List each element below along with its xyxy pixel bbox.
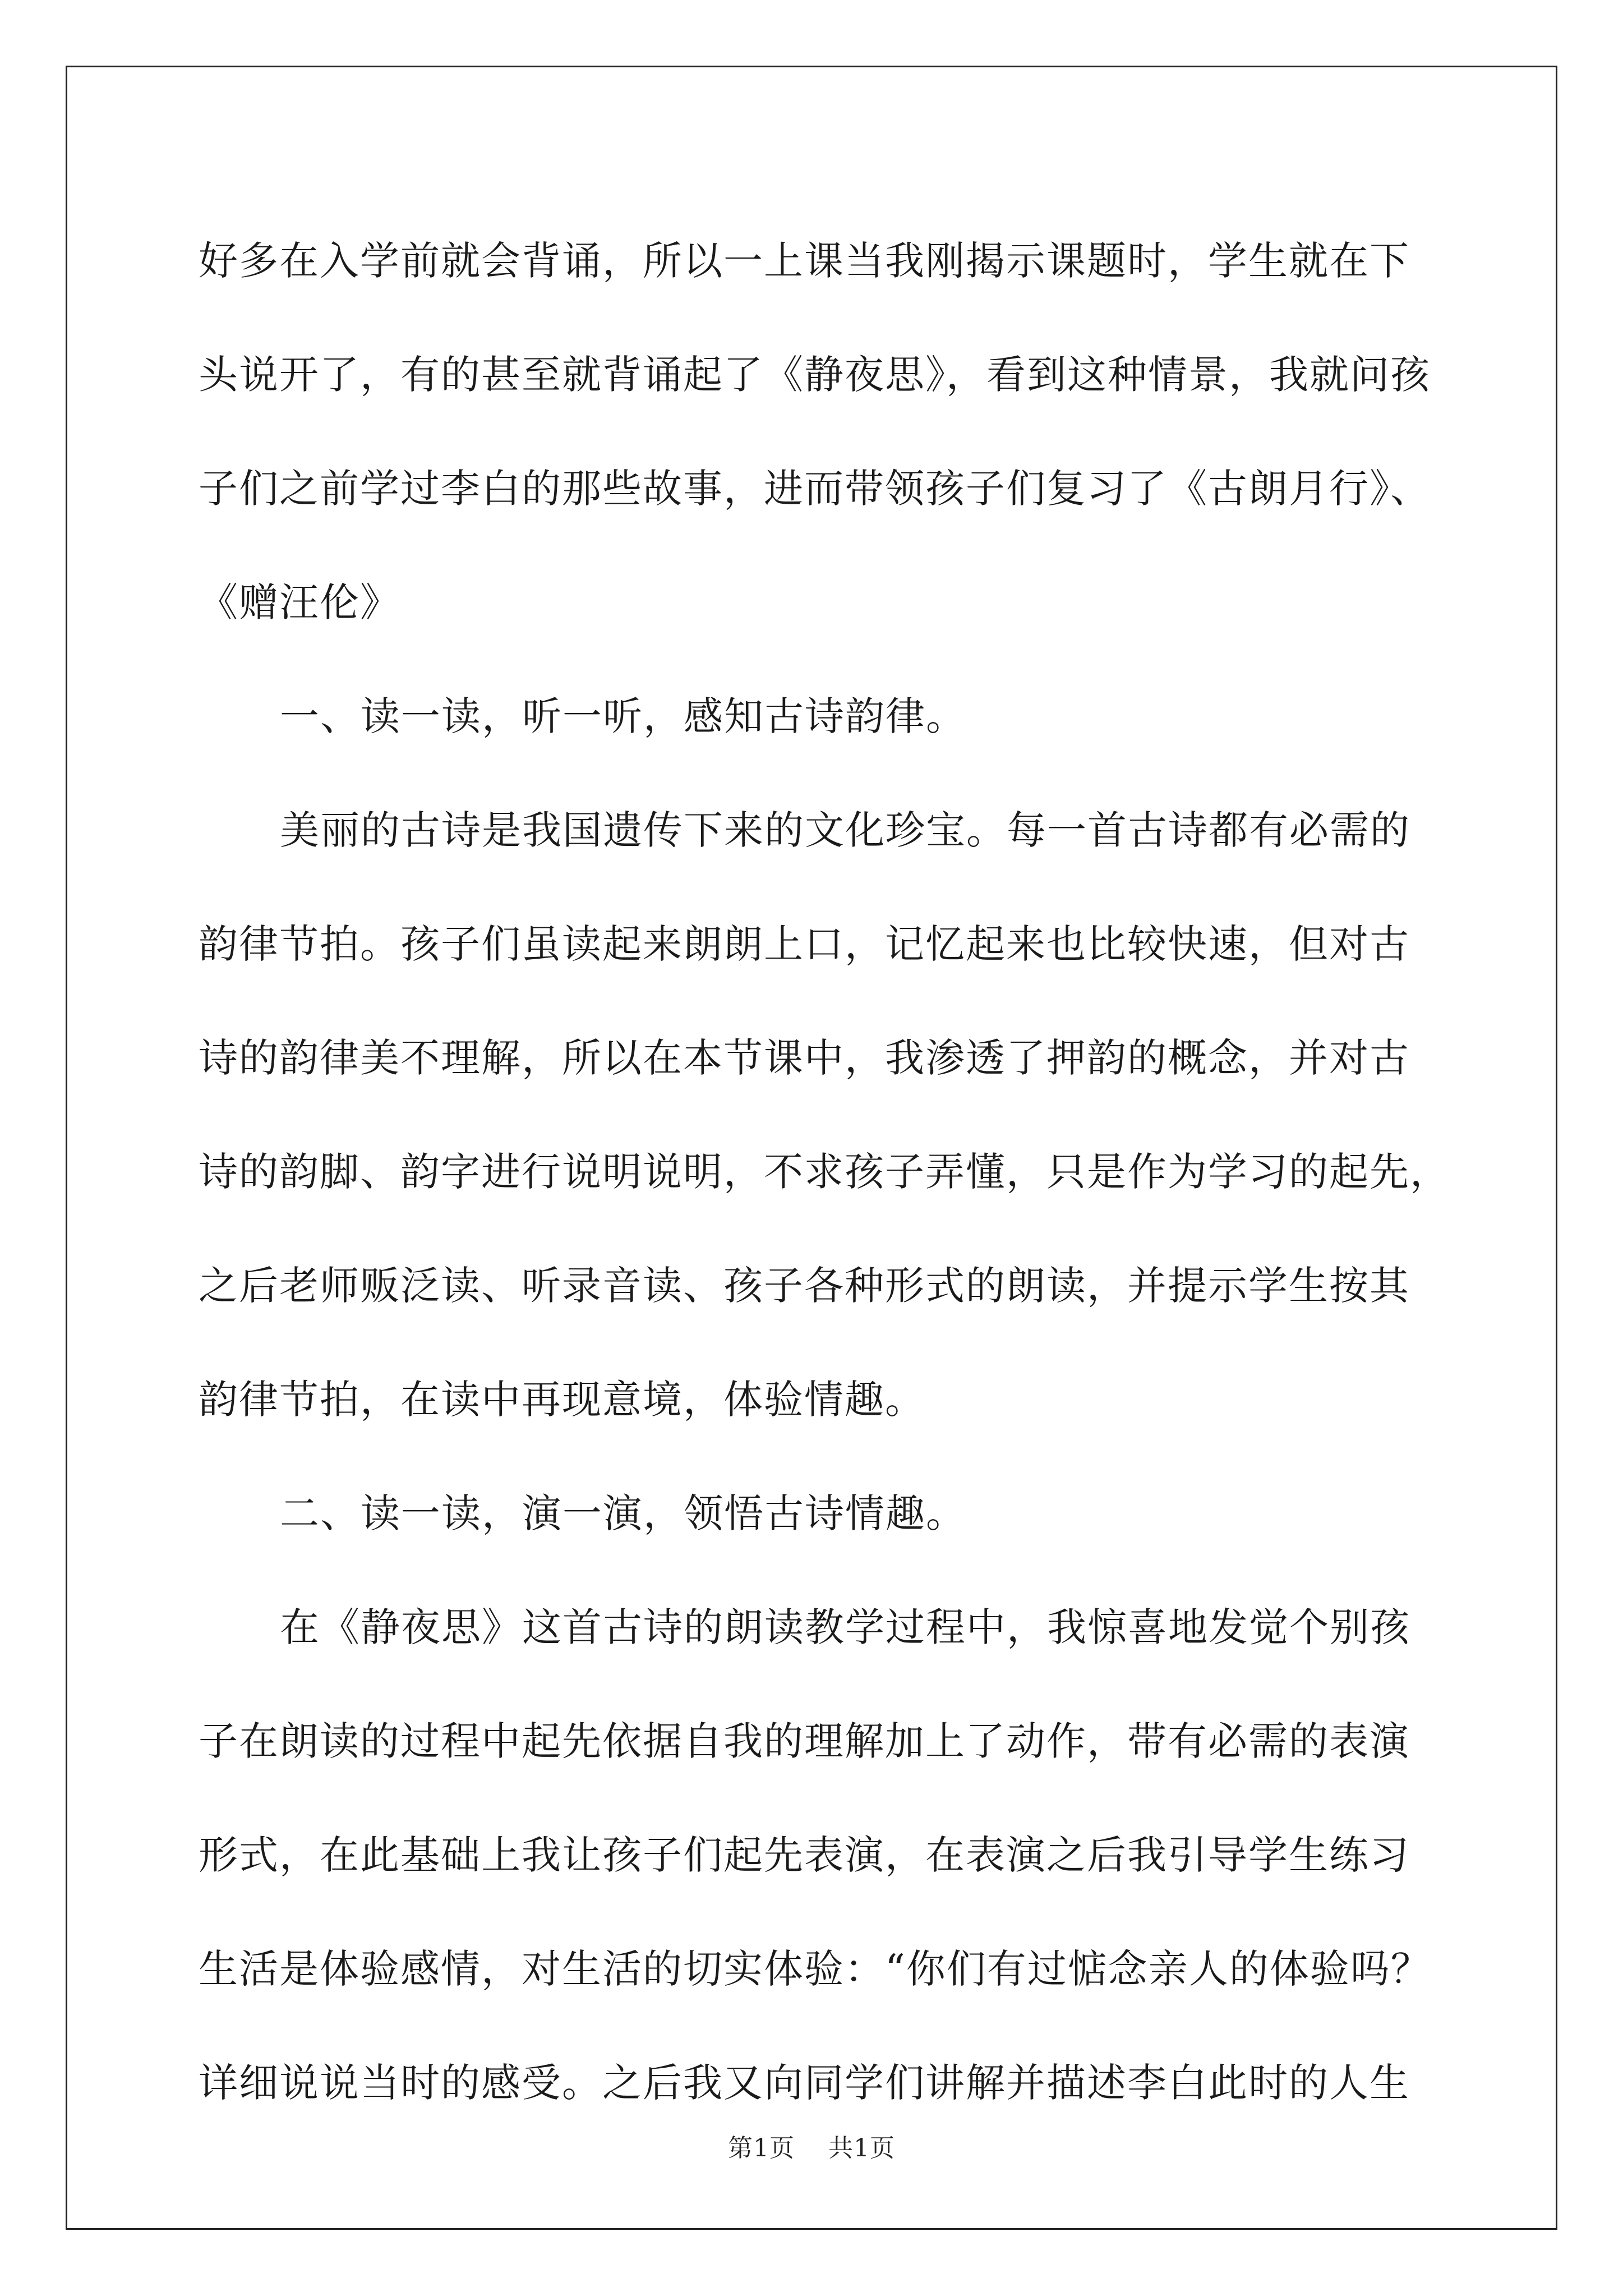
- document-body: [199, 204, 1450, 2140]
- page-number: 第1页: [728, 2134, 795, 2162]
- page-total: 共1页: [828, 2134, 895, 2162]
- text-line: 二、读一读，演一演，领悟古诗情趣。: [280, 1490, 966, 1536]
- text-line: 一、读一读，听一听，感知古诗韵律。: [280, 693, 966, 739]
- text-line: 在《静夜思》这首古诗的朗读教学过程中，我惊喜地发觉个别孩: [280, 1604, 1410, 1650]
- text-line: 生活是体验感情，对生活的切实体验：“你们有过惦念亲人的体验吗？: [199, 1946, 1431, 1992]
- text-line: 韵律节拍，在读中再现意境，体验情趣。: [199, 1377, 925, 1423]
- text-line: 形式，在此基础上我让孩子们起先表演，在表演之后我引导学生练习: [199, 1832, 1410, 1878]
- text-line: 详细说说当时的感受。之后我又向同学们讲解并描述李白此时的人生: [199, 2060, 1410, 2106]
- text-line: 子在朗读的过程中起先依据自我的理解加上了动作，带有必需的表演: [199, 1718, 1410, 1764]
- page-footer: [0, 2128, 1623, 2164]
- text-line: 头说开了，有的甚至就背诵起了《静夜思》，看到这种情景，我就问孩: [199, 352, 1431, 398]
- text-line: 诗的韵脚、韵字进行说明说明，不求孩子弄懂，只是作为学习的起先，: [199, 1149, 1450, 1195]
- text-line: 韵律节拍。孩子们虽读起来朗朗上口，记忆起来也比较快速，但对古: [199, 921, 1410, 967]
- text-line: 美丽的古诗是我国遗传下来的文化珍宝。每一首古诗都有必需的: [280, 807, 1410, 853]
- text-line: 好多在入学前就会背诵，所以一上课当我刚揭示课题时，学生就在下: [199, 238, 1410, 284]
- text-line: 之后老师贩泛读、听录音读、孩子各种形式的朗读，并提示学生按其: [199, 1263, 1410, 1309]
- text-line: 诗的韵律美不理解，所以在本节课中，我渗透了押韵的概念，并对古: [199, 1035, 1410, 1081]
- text-line: 《赠汪伦》: [199, 579, 400, 625]
- text-line: 子们之前学过李白的那些故事，进而带领孩子们复习了《古朗月行》、: [199, 466, 1431, 512]
